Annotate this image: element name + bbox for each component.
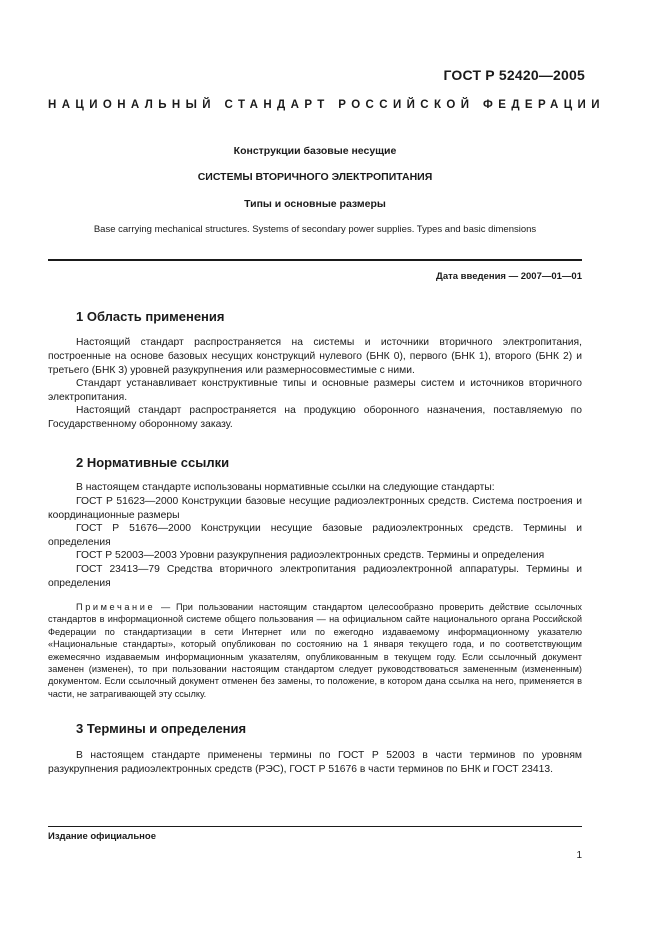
document-number: ГОСТ Р 52420—2005: [443, 67, 585, 83]
section-heading-terms: 3 Термины и определения: [76, 721, 247, 736]
introduction-date: Дата введения — 2007—01—01: [436, 271, 582, 282]
document-title: СИСТЕМЫ ВТОРИЧНОГО ЭЛЕКТРОПИТАНИЯ: [197, 171, 433, 183]
document-subtitle: Типы и основные размеры: [244, 198, 386, 210]
note-label: Примечание: [76, 602, 156, 612]
standard-banner: НАЦИОНАЛЬНЫЙ СТАНДАРТ РОССИЙСКОЙ ФЕДЕРАЦИИ: [48, 99, 605, 111]
reference-item: ГОСТ Р 51676—2000 Конструкции несущие базовые радиоэлектронных средств. Термины и определения: [48, 523, 582, 548]
reference-item: ГОСТ 23413—79 Средства вторичного электропитания радиоэлектронной аппаратуры. Термины и определения: [48, 564, 582, 589]
footer-divider: [48, 826, 582, 827]
references-intro: В настоящем стандарте использованы нормативные ссылки на следующие стандарты:: [76, 482, 495, 493]
scope-paragraph: Настоящий стандарт распространяется на продукцию оборонного назначения, поставляемую по Государственному оборонному заказу.: [48, 405, 582, 430]
edition-label: Издание официальное: [48, 831, 156, 842]
scope-paragraph: Настоящий стандарт распространяется на системы и источники вторичного электропитания, построенные на основе базовых несущих конструкций нулевого (БНК 0), первого (БНК 1), второго (БНК 2) и третьего (БНК 3) уровней разукрупнения или размерносовместимые с ними.: [48, 337, 582, 376]
terms-paragraph: В настоящем стандарте применены термины по ГОСТ Р 52003 в части терминов по уровням разукрупнения радиоэлектронных средств (РЭС), ГОСТ Р 51676 в части терминов по БНК и ГОСТ 23413.: [48, 750, 582, 775]
page-number: 1: [576, 850, 582, 861]
reference-item: ГОСТ Р 52003—2003 Уровни разукрупнения радиоэлектронных средств. Термины и определения: [76, 550, 545, 561]
scope-paragraph: Стандарт устанавливает конструктивные типы и основные размеры систем и источников вторичного электропитания.: [48, 378, 582, 403]
english-title: Base carrying mechanical structures. Systems of secondary power supplies. Types and basic dimensions: [93, 224, 537, 235]
references-note: [48, 601, 582, 700]
section-heading-references: 2 Нормативные ссылки: [76, 455, 230, 470]
note-text: — При пользовании настоящим стандартом целесообразно проверить действие ссылочных стандартов в информационной системе общего пользования — на официальном сайте национального органа Российской Федерации по стандартизации в сети Интернет или по ежегодно издаваемому информационному указателю «Национальные стандарты», который опубликован по состоянию на 1 января текущего года, и по соответствующим ежемесячно издаваемым информационным указателям, опубликованным в текущем году. Если ссылочный документ заменен (изменен), то при пользовании настоящим стандартом следует руководствоваться замененным (измененным) документом. Если ссылочный документ отменен без замены, то положение, в котором дана ссылка на него, применяется в части, не затрагивающей эту ссылку.: [48, 602, 582, 699]
header-divider: [48, 259, 582, 261]
document-subject: Конструкции базовые несущие: [233, 145, 397, 157]
reference-item: ГОСТ Р 51623—2000 Конструкции базовые несущие радиоэлектронных средств. Система построения и координационные размеры: [48, 496, 582, 521]
section-heading-scope: 1 Область применения: [76, 309, 225, 324]
